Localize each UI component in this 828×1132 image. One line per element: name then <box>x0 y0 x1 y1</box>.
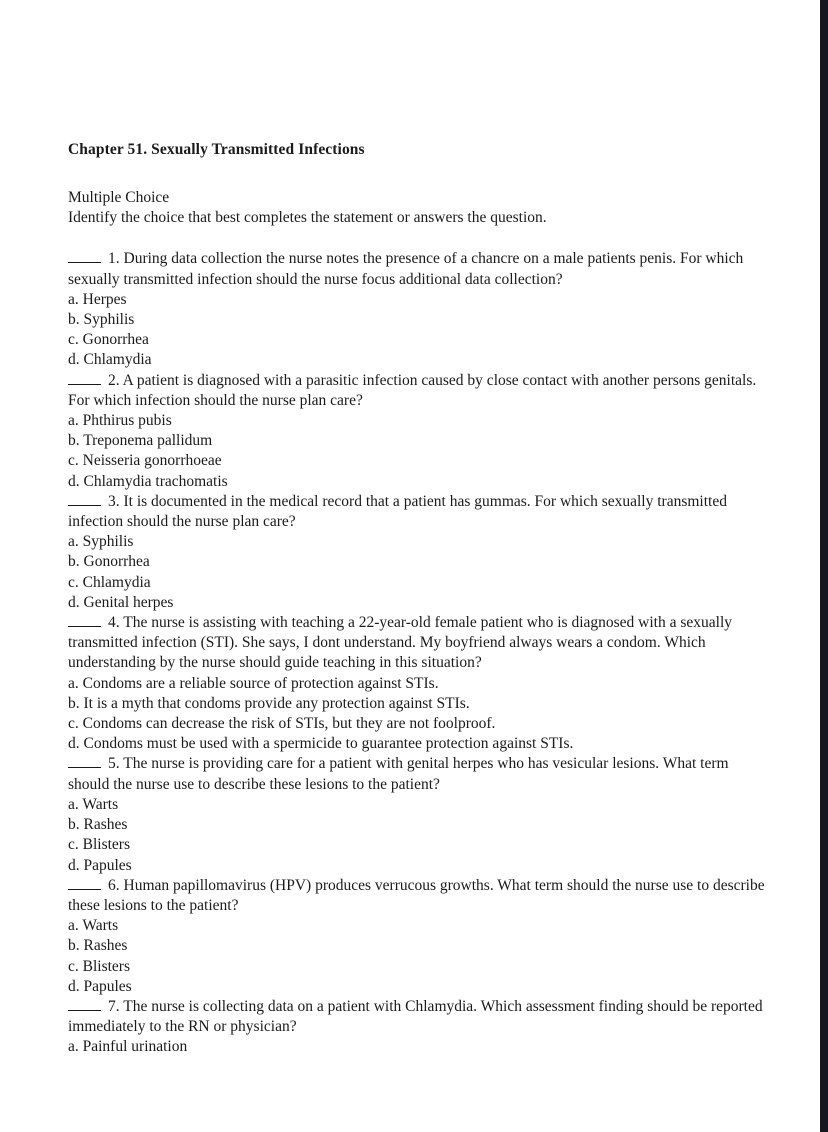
question-number: 7. <box>108 997 120 1015</box>
answer-blank[interactable] <box>68 755 101 769</box>
question-block <box>68 249 772 370</box>
answer-choice[interactable]: b. It is a myth that condoms provide any protection against STIs. <box>68 694 470 712</box>
answer-choice[interactable]: a. Condoms are a reliable source of protection against STIs. <box>68 674 439 692</box>
answer-choice[interactable]: d. Condoms must be used with a spermicide to guarantee protection against STIs. <box>68 735 574 753</box>
question-text: Human papillomavirus (HPV) produces verrucous growths. What term should the nurse use to describe these lesions to the patient? <box>68 876 765 914</box>
answer-choice[interactable]: b. Rashes <box>68 816 128 834</box>
question-stem <box>68 371 772 411</box>
answer-choice[interactable]: c. Blisters <box>68 836 130 854</box>
section-instructions: Identify the choice that best completes the statement or answers the question. <box>68 209 547 227</box>
question-number: 1. <box>108 250 120 268</box>
question-number: 2. <box>108 371 120 389</box>
answer-choice[interactable]: d. Papules <box>68 856 132 874</box>
question-stem <box>68 249 772 289</box>
question-block <box>68 876 772 997</box>
question-stem <box>68 754 772 794</box>
answer-choice[interactable]: a. Warts <box>68 917 119 935</box>
answer-choice[interactable]: c. Neisseria gonorrhoeae <box>68 452 222 470</box>
answer-choice[interactable]: d. Genital herpes <box>68 593 174 611</box>
question-text: A patient is diagnosed with a parasitic infection caused by close contact with another persons genitals. For which infection should the nurse plan care? <box>68 371 757 409</box>
document-content <box>68 140 772 1058</box>
question-block <box>68 997 772 1058</box>
answer-blank[interactable] <box>68 492 101 506</box>
question-block <box>68 613 772 754</box>
question-stem <box>68 613 772 674</box>
question-number: 6. <box>108 876 120 894</box>
question-number: 4. <box>108 614 120 632</box>
answer-choice[interactable]: d. Papules <box>68 977 132 995</box>
answer-choice[interactable]: a. Phthirus pubis <box>68 412 172 430</box>
answer-blank[interactable] <box>68 250 101 264</box>
answer-choice[interactable]: a. Warts <box>68 795 119 813</box>
question-block <box>68 754 772 875</box>
answer-choice[interactable]: b. Gonorrhea <box>68 553 150 571</box>
answer-blank[interactable] <box>68 371 101 385</box>
question-block <box>68 492 772 613</box>
question-number: 5. <box>108 755 120 773</box>
answer-blank[interactable] <box>68 613 101 627</box>
question-text: The nurse is assisting with teaching a 22-year-old female patient who is diagnosed with a sexually transmitted infection (STI). She says, I dont understand. My boyfriend always wears a condom. Which understanding by the nurse should guide teaching in this situation? <box>68 614 733 672</box>
answer-choice[interactable]: c. Gonorrhea <box>68 331 149 349</box>
question-stem <box>68 997 772 1037</box>
question-stem <box>68 876 772 916</box>
question-stem <box>68 492 772 532</box>
question-text: During data collection the nurse notes the presence of a chancre on a male patients penis. For which sexually transmitted infection should the nurse focus additional data collection? <box>68 250 744 288</box>
answer-choice[interactable]: b. Rashes <box>68 937 128 955</box>
question-number: 3. <box>108 492 120 510</box>
scan-edge-artifact <box>820 0 828 1132</box>
answer-choice[interactable]: d. Chlamydia <box>68 351 152 369</box>
answer-blank[interactable] <box>68 997 101 1011</box>
answer-choice[interactable]: c. Condoms can decrease the risk of STIs, but they are not foolproof. <box>68 715 496 733</box>
question-text: The nurse is collecting data on a patient with Chlamydia. Which assessment finding should be reported immediately to the RN or physician? <box>68 997 763 1036</box>
answer-choice[interactable]: a. Syphilis <box>68 533 134 551</box>
answer-choice[interactable]: d. Chlamydia trachomatis <box>68 472 228 490</box>
question-text: The nurse is providing care for a patient with genital herpes who has vesicular lesions. What term should the nurse use to describe these lesions to the patient? <box>68 755 729 793</box>
question-text: It is documented in the medical record that a patient has gummas. For which sexually transmitted infection should the nurse plan care? <box>68 492 727 531</box>
answer-choice[interactable]: c. Chlamydia <box>68 573 151 591</box>
answer-choice[interactable]: c. Blisters <box>68 957 130 975</box>
section-label: Multiple Choice <box>68 189 170 206</box>
answer-blank[interactable] <box>68 876 101 890</box>
answer-choice[interactable]: b. Syphilis <box>68 311 135 329</box>
question-block <box>68 371 772 492</box>
answer-choice[interactable]: b. Treponema pallidum <box>68 432 213 450</box>
question-list <box>68 249 772 1057</box>
answer-choice[interactable]: a. Herpes <box>68 290 127 308</box>
page-title: Chapter 51. Sexually Transmitted Infections <box>68 141 365 158</box>
answer-choice[interactable]: a. Painful urination <box>68 1038 188 1056</box>
